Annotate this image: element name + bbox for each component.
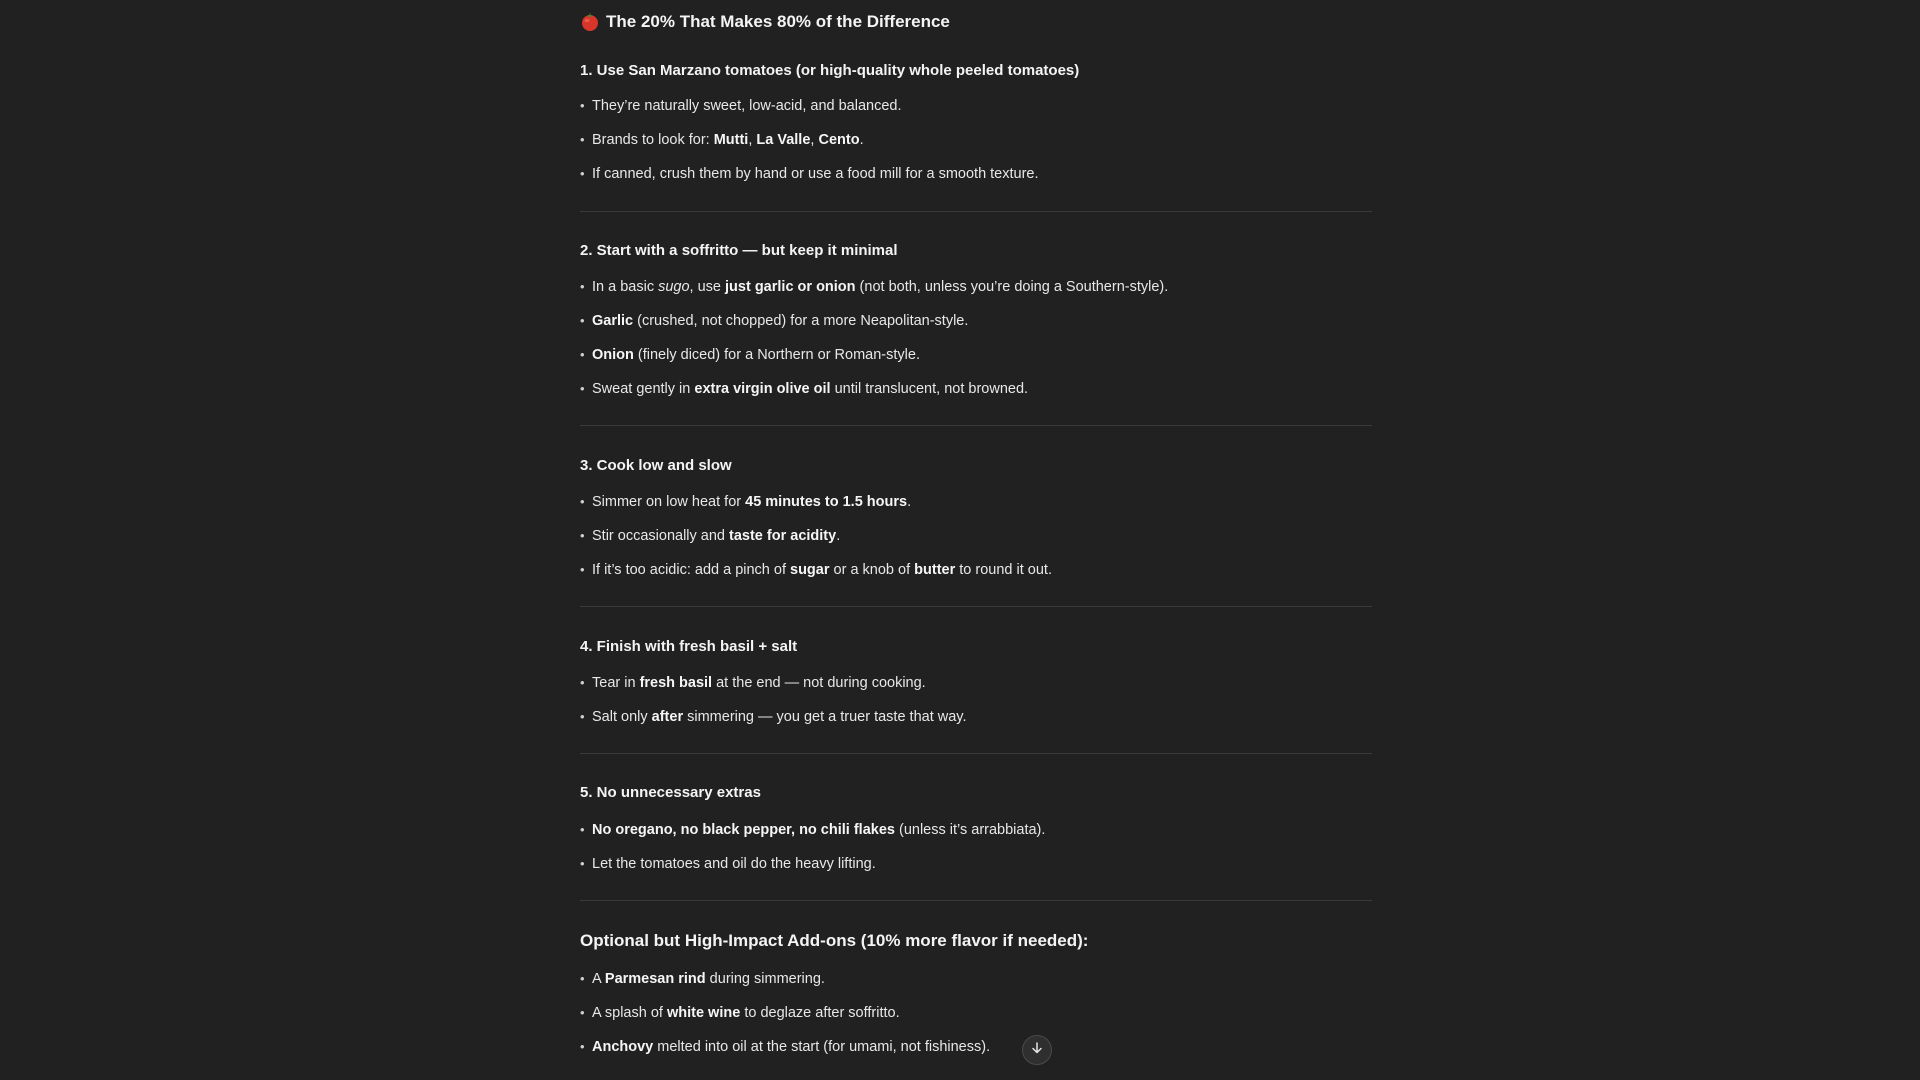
bullet: • [580, 381, 585, 396]
text-run: Simmer on low heat for [592, 494, 746, 510]
bullet: • [580, 132, 585, 147]
divider [580, 900, 1372, 901]
bold-text: just garlic or onion [725, 279, 856, 295]
bold-text: Parmesan rind [604, 971, 706, 987]
bullet: • [580, 313, 585, 328]
text-run: (finely diced) for a Northern or Roman-style. [633, 347, 920, 363]
bold-text: fresh basil [639, 675, 713, 691]
bold-text: white wine [666, 1005, 741, 1021]
text-run: . [859, 132, 864, 148]
text-run: A splash of [592, 1005, 667, 1021]
section-heading: 4. Finish with fresh basil + salt [580, 638, 798, 655]
optional-heading: Optional but High-Impact Add-ons (10% more flavor if needed): [580, 931, 1089, 950]
bullet: • [580, 528, 585, 543]
text-run: until translucent, not browned. [830, 381, 1029, 397]
section-heading: 1. Use San Marzano tomatoes (or high-quality whole peeled tomatoes) [580, 62, 1080, 79]
tomato-icon [580, 12, 600, 32]
list-item [580, 673, 926, 693]
bold-text: Mutti [713, 132, 749, 148]
list-item [580, 311, 968, 331]
text-run: In a basic [592, 279, 659, 295]
bullet: • [580, 1005, 585, 1020]
bullet: • [580, 822, 585, 837]
text-run: (unless it’s arrabbiata). [894, 822, 1046, 838]
text-run: (not both, unless you’re doing a Southern-style). [855, 279, 1169, 295]
bold-text: No oregano, no black pepper, no chili flakes [592, 822, 895, 838]
section-heading: 2. Start with a soffritto — but keep it minimal [580, 242, 898, 259]
text-run: or a knob of [829, 562, 915, 578]
text-run: during simmering. [705, 971, 825, 987]
title-text: The 20% That Makes 80% of the Difference [606, 12, 950, 31]
bullet: • [580, 1039, 585, 1054]
italic-text: sugo [658, 279, 690, 295]
divider [580, 425, 1372, 426]
text-run: , use [689, 279, 726, 295]
bold-text: taste for acidity [729, 528, 837, 544]
list-item [580, 969, 825, 989]
text-run: . [907, 494, 912, 510]
bullet: • [580, 675, 585, 690]
text-run: (crushed, not chopped) for a more Neapolitan-style. [633, 313, 969, 329]
bullet: • [580, 494, 585, 509]
list-item [580, 854, 876, 874]
list-item [580, 492, 911, 512]
text-run: to deglaze after soffritto. [740, 1005, 900, 1021]
list-item [580, 96, 902, 116]
bold-text: after [651, 709, 684, 725]
text-run: , [748, 132, 757, 148]
list-item [580, 277, 1168, 297]
bold-text: Cento [818, 132, 860, 148]
list-item [580, 707, 967, 727]
section-heading: 5. No unnecessary extras [580, 784, 761, 801]
bold-text: sugar [790, 562, 830, 578]
text-run: Salt only [592, 709, 652, 725]
bullet: • [580, 971, 585, 986]
text-run: If canned, crush them by hand or use a food mill for a smooth texture. [592, 166, 1039, 182]
list-item [580, 130, 864, 150]
list-item [580, 820, 1045, 840]
bold-text: Garlic [592, 313, 634, 329]
text-run: , [810, 132, 819, 148]
text-run: Sweat gently in [592, 381, 695, 397]
bold-text: La Valle [756, 132, 811, 148]
response-title [580, 10, 950, 34]
bold-text: Onion [592, 347, 634, 363]
text-run: If it’s too acidic: add a pinch of [592, 562, 791, 578]
text-run: . [836, 528, 841, 544]
divider [580, 606, 1372, 607]
scroll-to-bottom-button[interactable] [1022, 1035, 1052, 1065]
bold-text: extra virgin olive oil [694, 381, 831, 397]
divider [580, 753, 1372, 754]
list-item [580, 526, 840, 546]
list-item [580, 1037, 990, 1057]
list-item [580, 164, 1039, 184]
text-run: Let the tomatoes and oil do the heavy lifting. [592, 856, 876, 872]
section-heading: 3. Cook low and slow [580, 457, 732, 474]
text-run: simmering — you get a truer taste that way. [683, 709, 967, 725]
bullet: • [580, 347, 585, 362]
divider [580, 211, 1372, 212]
bold-text: Anchovy [592, 1039, 654, 1055]
arrow-down-icon [1030, 1041, 1044, 1060]
text-run: A [592, 971, 605, 987]
bullet: • [580, 709, 585, 724]
text-run: to round it out. [955, 562, 1052, 578]
list-item [580, 345, 920, 365]
bold-text: butter [914, 562, 956, 578]
bullet: • [580, 98, 585, 113]
text-run: Stir occasionally and [592, 528, 730, 544]
bullet: • [580, 279, 585, 294]
bullet: • [580, 856, 585, 871]
bullet: • [580, 562, 585, 577]
bold-text: 45 minutes to 1.5 hours [745, 494, 908, 510]
list-item [580, 560, 1052, 580]
text-run: melted into oil at the start (for umami, not fishiness). [653, 1039, 991, 1055]
text-run: They’re naturally sweet, low-acid, and balanced. [592, 98, 902, 114]
text-run: Tear in [592, 675, 640, 691]
bullet: • [580, 166, 585, 181]
text-run: at the end — not during cooking. [712, 675, 926, 691]
list-item [580, 379, 1028, 399]
list-item [580, 1003, 900, 1023]
text-run: Brands to look for: [592, 132, 714, 148]
